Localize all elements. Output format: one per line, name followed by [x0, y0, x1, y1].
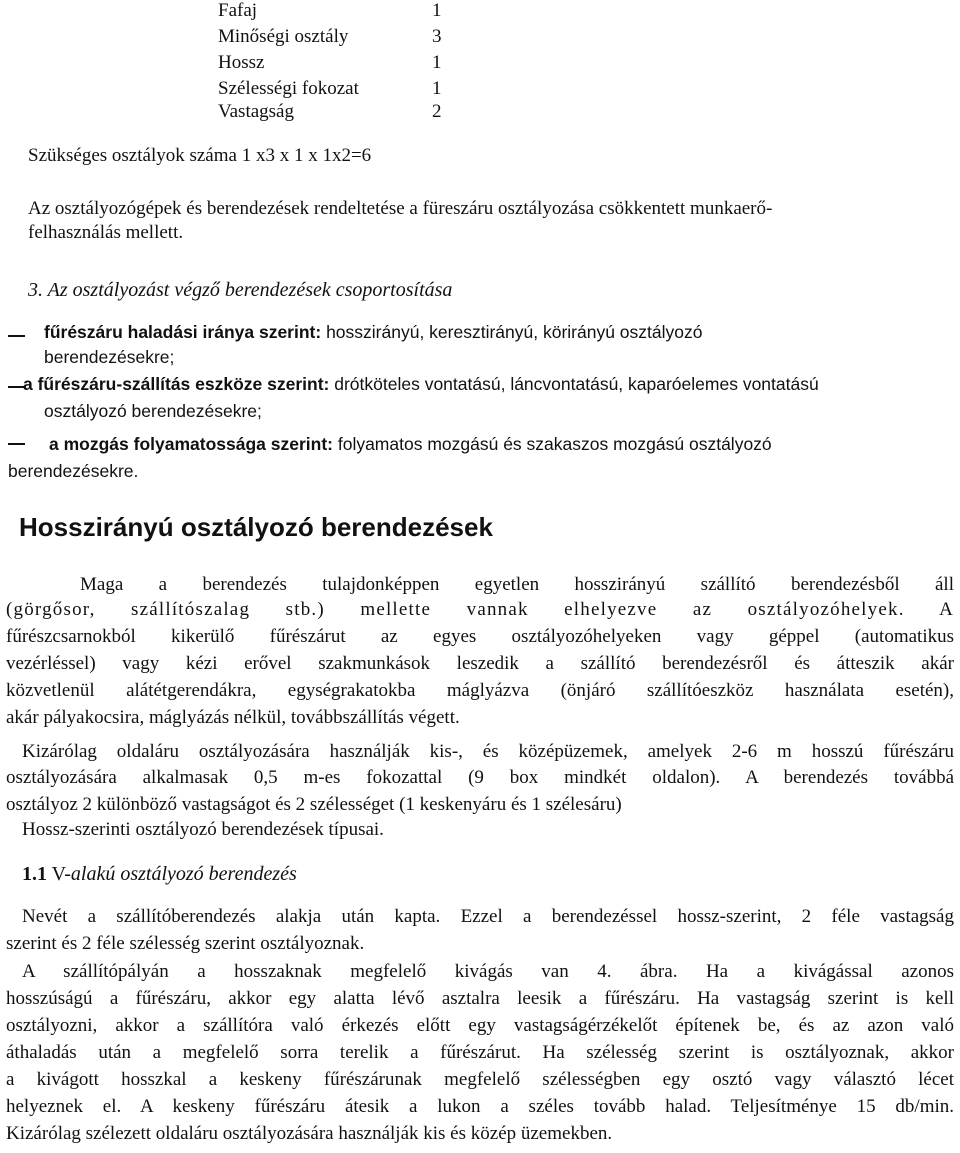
criteria-item-label: fűrészáru haladási iránya szerint:	[44, 322, 322, 342]
required-class-count: Szükséges osztályok száma 1 x3 x 1 x 1x2=6	[28, 145, 372, 166]
subsection-number: 1.1	[22, 863, 47, 885]
paragraph-line: osztályozására alkalmasak 0,5 m-es fokozattal (9 box mindkét oldalon). A berendezés továbbá	[6, 767, 954, 788]
paragraph-line: közvetlenül alátétgerendákra, egységrakatokba máglyázva (önjáró szállítóeszköz használata esetén),	[6, 680, 954, 701]
section-3-title: Az osztályozást végző berendezések csoportosítása	[47, 279, 453, 301]
paragraph-line: osztályozni, akkor a szállítóra való érkezés előtt egy vastagságérzékelőt építenek be, és az azon való	[6, 1015, 954, 1036]
criteria-item	[23, 374, 819, 395]
section-3-number: 3.	[28, 279, 43, 301]
intro-line-2: felhasználás mellett.	[28, 222, 184, 243]
class-value-species: 1	[432, 0, 442, 21]
section-3-heading	[28, 279, 452, 302]
paragraph-line: áthaladás után a megfelelő sorra terelik a fűrészárut. Ha szélesség szerint is osztályoznak, akkor	[6, 1042, 954, 1063]
paragraph-line: Maga a berendezés tulajdonképpen egyetlen hosszirányú szállító berendezésből áll	[80, 574, 954, 595]
criteria-item-text: drótköteles vontatású, láncvontatású, kaparóelemes vontatású	[329, 374, 819, 394]
paragraph-line: Kizárólag oldaláru osztályozására használják kis-, és középüzemek, amelyek 2-6 m hosszú fűrészáru	[22, 741, 954, 762]
criteria-item-label: a fűrészáru-szállítás eszköze szerint:	[23, 374, 330, 394]
paragraph-line: A szállítópályán a hosszaknak megfelelő kivágás van 4. ábra. Ha a kivágással azonos	[22, 961, 954, 982]
paragraph-line: fűrészcsarnokból kikerülő fűrészárut az egyes osztályozóhelyeken vagy géppel (automatikus	[6, 626, 954, 647]
paragraph-line: helyeznek el. A keskeny fűrészáru átesik a lukon a széles tovább halad. Teljesítménye 15 db/min.	[6, 1096, 954, 1117]
criteria-item-continuation: berendezésekre;	[44, 347, 175, 367]
class-label-thickness: Vastagság	[218, 101, 294, 122]
criteria-item-text: folyamatos mozgású és szakaszos mozgású osztályozó	[332, 434, 772, 454]
class-label-length: Hossz	[218, 52, 265, 73]
criteria-item-text: hosszirányú, keresztirányú, körirányú osztályozó	[321, 322, 703, 342]
class-label-species: Fafaj	[218, 0, 258, 21]
section-heading-longitudinal: Hosszirányú osztályozó berendezések	[19, 512, 493, 542]
criteria-item-continuation: berendezésekre.	[8, 461, 139, 481]
paragraph-line: Nevét a szállítóberendezés alakja után kapta. Ezzel a berendezéssel hossz-szerint, 2 féle vastagság	[22, 906, 954, 927]
criteria-item	[49, 434, 772, 455]
class-value-quality: 3	[432, 26, 442, 47]
dash-bullet-icon	[8, 335, 25, 337]
class-value-width: 1	[432, 78, 442, 99]
paragraph-line: (görgősor, szállítószalag stb.) mellette vannak elhelyezve az osztályozóhelyek. A	[6, 599, 954, 620]
criteria-item-label: a mozgás folyamatossága szerint:	[49, 434, 333, 454]
subsection-title: alakú osztályozó berendezés	[70, 863, 297, 885]
paragraph-line: szerint és 2 féle szélesség szerint osztályoznak.	[6, 933, 365, 954]
criteria-item	[44, 322, 702, 343]
paragraph-line: akár pályakocsira, máglyázás nélkül, továbbszállítás végett.	[6, 707, 460, 728]
class-value-length: 1	[432, 52, 442, 73]
class-label-width: Szélességi fokozat	[218, 78, 359, 99]
paragraph-line: hosszúságú a fűrészáru, akkor egy alatta lévő asztalra leesik a fűrészáru. Ha vastagság szerint is kell	[6, 988, 954, 1009]
class-value-thickness: 2	[432, 101, 442, 122]
intro-line-1: Az osztályozógépek és berendezések rendeltetése a füreszáru osztályozása csökkentett munkaerő-	[28, 198, 773, 219]
paragraph-line: osztályoz 2 különböző vastagságot és 2 szélességet (1 keskenyáru és 1 szélesáru)	[6, 794, 622, 815]
paragraph-line: Kizárólag szélezett oldaláru osztályozására használják kis és közép üzemekben.	[6, 1123, 613, 1144]
types-line: Hossz-szerinti osztályozó berendezések típusai.	[22, 819, 384, 840]
subsection-heading-v-shaped	[22, 863, 297, 886]
criteria-item-continuation: osztályozó berendezésekre;	[44, 401, 262, 421]
paragraph-line: a kivágott hosszkal a keskeny fűrészárunak megfelelő szélességben egy osztó vagy választó lécet	[6, 1069, 954, 1090]
dash-bullet-icon	[8, 443, 25, 445]
subsection-letter: V-	[47, 863, 71, 885]
paragraph-line: vezérléssel) vagy kézi erővel szakmunkások leszedik a szállító berendezésről és átteszik akár	[6, 653, 954, 674]
class-label-quality: Minőségi osztály	[218, 26, 349, 47]
